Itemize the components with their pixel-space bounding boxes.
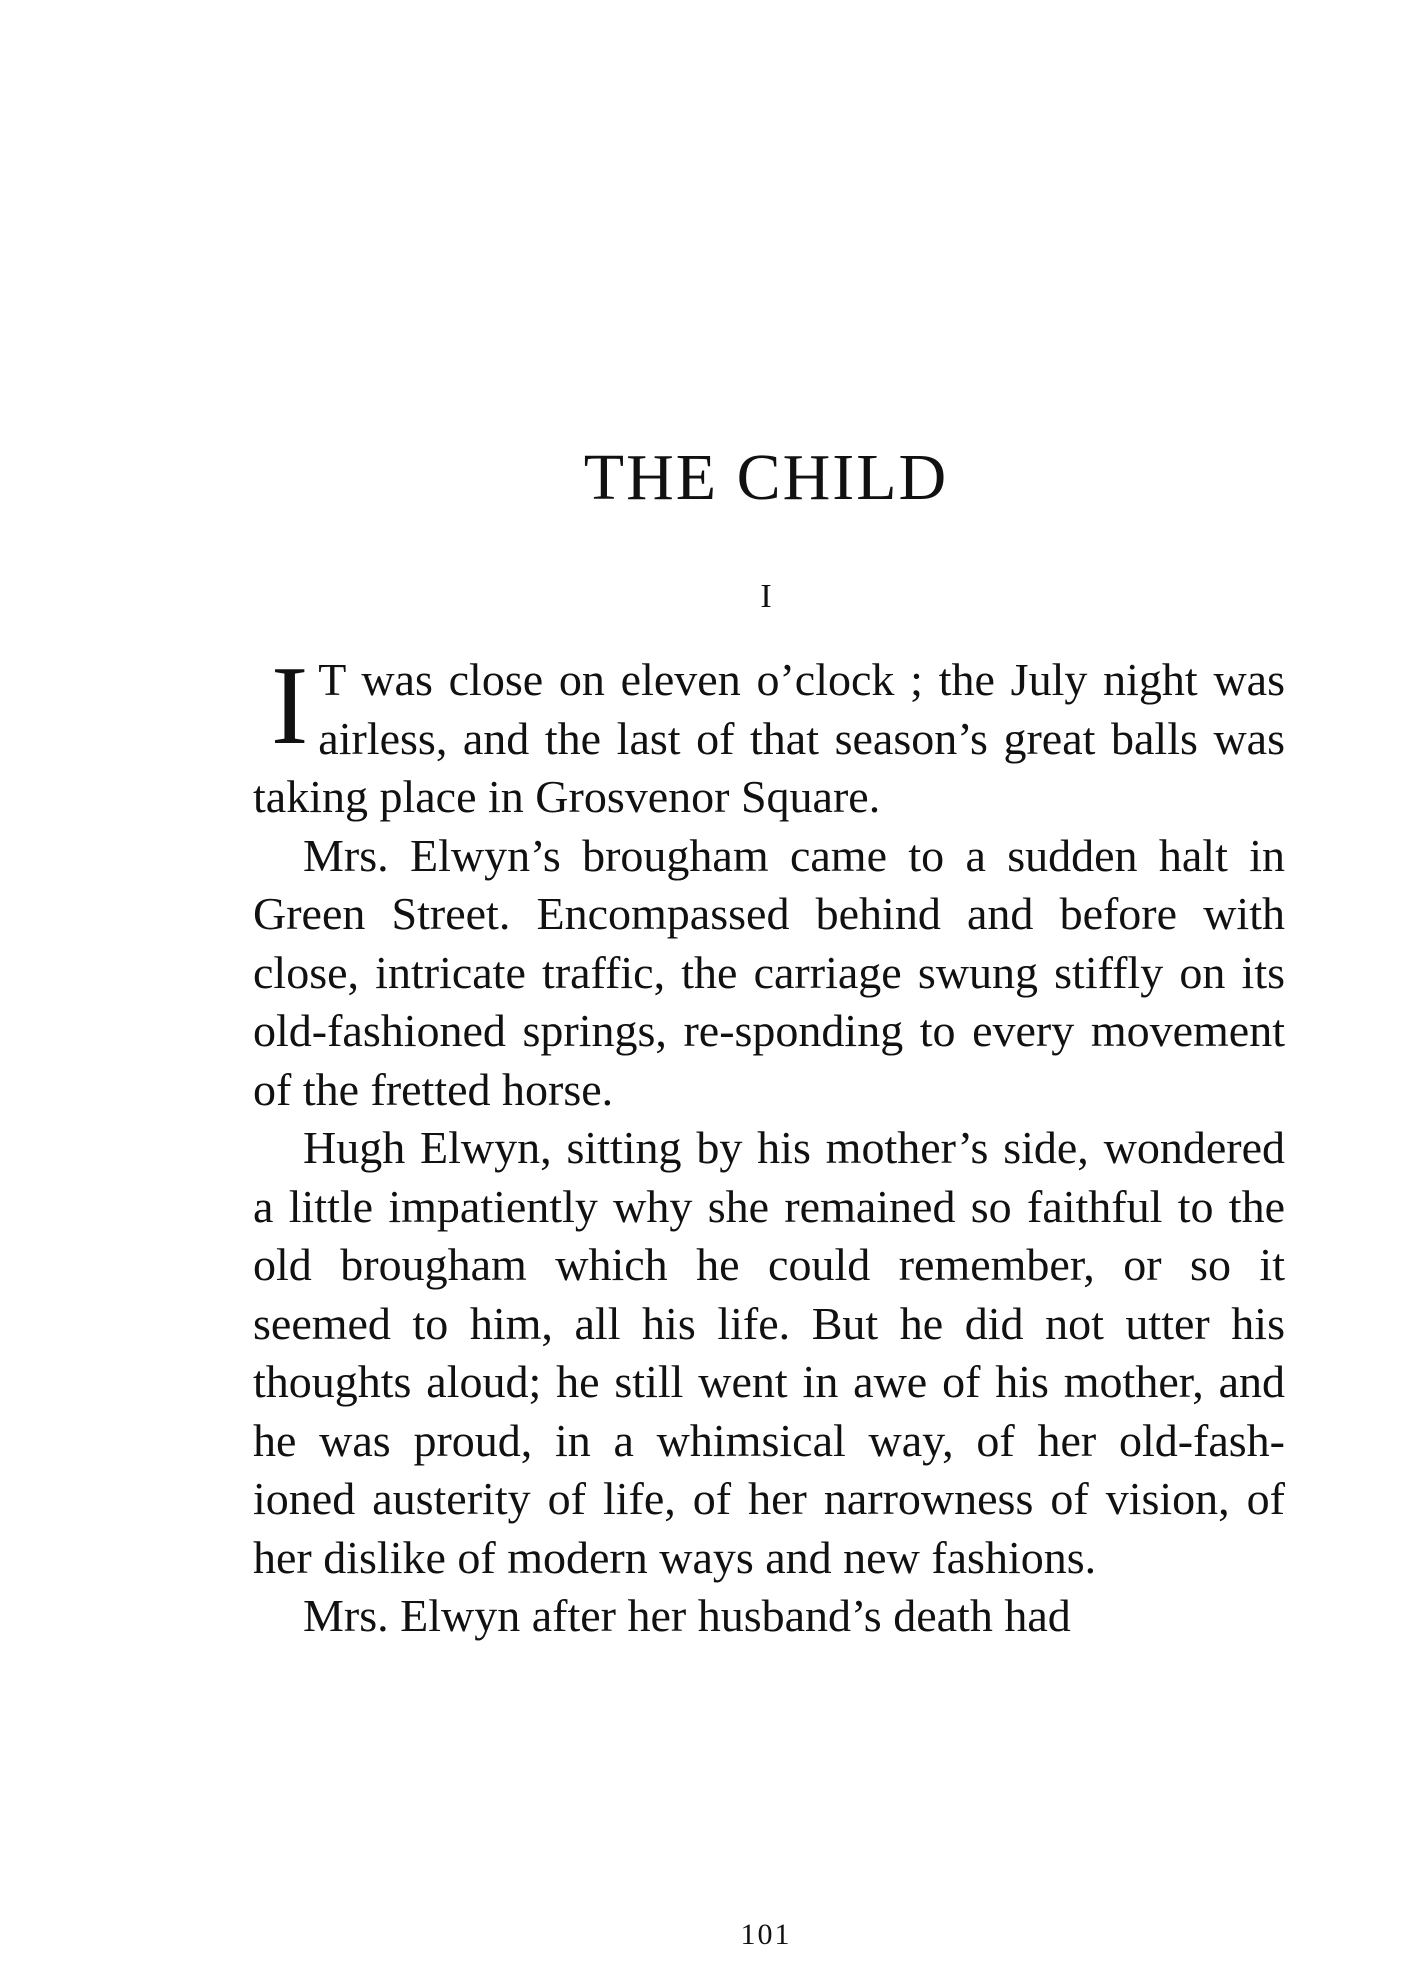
paragraph-1 <box>253 644 1285 827</box>
section-number: I <box>760 578 772 615</box>
page-number: 101 <box>740 1918 792 1951</box>
paragraph-3: Hugh Elwyn, sitting by his mother’s side, wondered a little impatiently why she remained so faithful to the old brougham which he could remember, or so it seemed to him, all his life. But he did not utter his thoughts aloud; he still went in awe of his mother, and he was proud, in a whimsical way, of her old-fash-ioned austerity of life, of her narrowness of vision, of her dislike of modern ways and new fashions. <box>253 1122 1285 1583</box>
paragraph-4: Mrs. Elwyn after her husband’s death had <box>303 1590 1071 1641</box>
drop-cap: I <box>271 644 309 768</box>
body-text <box>253 644 1285 1646</box>
paragraph-1-text: T was close on eleven o’clock ; the July night was airless, and the last of that season’s great balls was taking place in Grosvenor Square. <box>253 654 1285 822</box>
paragraph-2: Mrs. Elwyn’s brougham came to a sudden halt in Green Street. Encompassed behind and before with close, intricate traffic, the carriage swung stiffly on its old-fashioned springs, re-sponding to every movement of the fretted horse. <box>253 829 1285 1115</box>
chapter-title: THE CHILD <box>583 441 949 514</box>
